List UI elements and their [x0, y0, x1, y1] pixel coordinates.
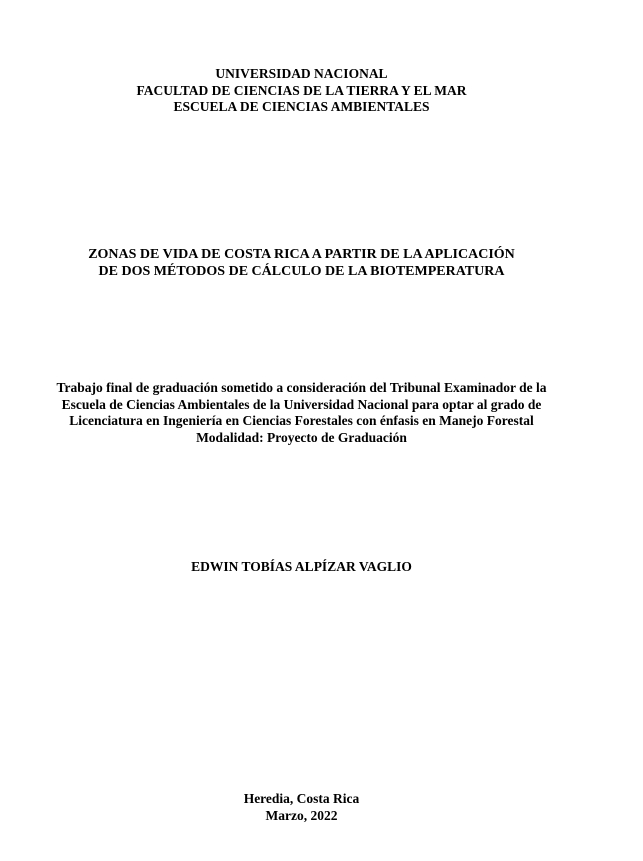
- faculty-name: FACULTAD DE CIENCIAS DE LA TIERRA Y EL MAR: [136, 82, 467, 98]
- submission-statement: [0, 380, 603, 446]
- title-line-1: ZONAS DE VIDA DE COSTA RICA A PARTIR DE LA APLICACIÓN: [88, 247, 515, 262]
- place-line: Heredia, Costa Rica: [243, 791, 360, 806]
- submission-line-2: Escuela de Ciencias Ambientales de la Universidad Nacional para optar al grado de: [61, 396, 542, 412]
- author-name: [0, 559, 603, 576]
- date-line: Marzo, 2022: [265, 808, 338, 823]
- submission-line-1: Trabajo final de graduación sometido a consideración del Tribunal Examinador de la: [56, 380, 547, 395]
- author-line: EDWIN TOBÍAS ALPÍZAR VAGLIO: [191, 559, 412, 574]
- submission-line-3: Licenciatura en Ingeniería en Ciencias Forestales con énfasis en Manejo Forestal: [69, 413, 534, 428]
- place-and-date: [0, 790, 603, 824]
- university-name: UNIVERSIDAD NACIONAL: [215, 66, 388, 81]
- institution-header: [0, 66, 603, 116]
- submission-line-4: Modalidad: Proyecto de Graduación: [196, 429, 407, 445]
- document-title: [0, 246, 603, 280]
- school-name: ESCUELA DE CIENCIAS AMBIENTALES: [173, 99, 430, 114]
- title-line-2: DE DOS MÉTODOS DE CÁLCULO DE LA BIOTEMPERATURA: [98, 264, 505, 279]
